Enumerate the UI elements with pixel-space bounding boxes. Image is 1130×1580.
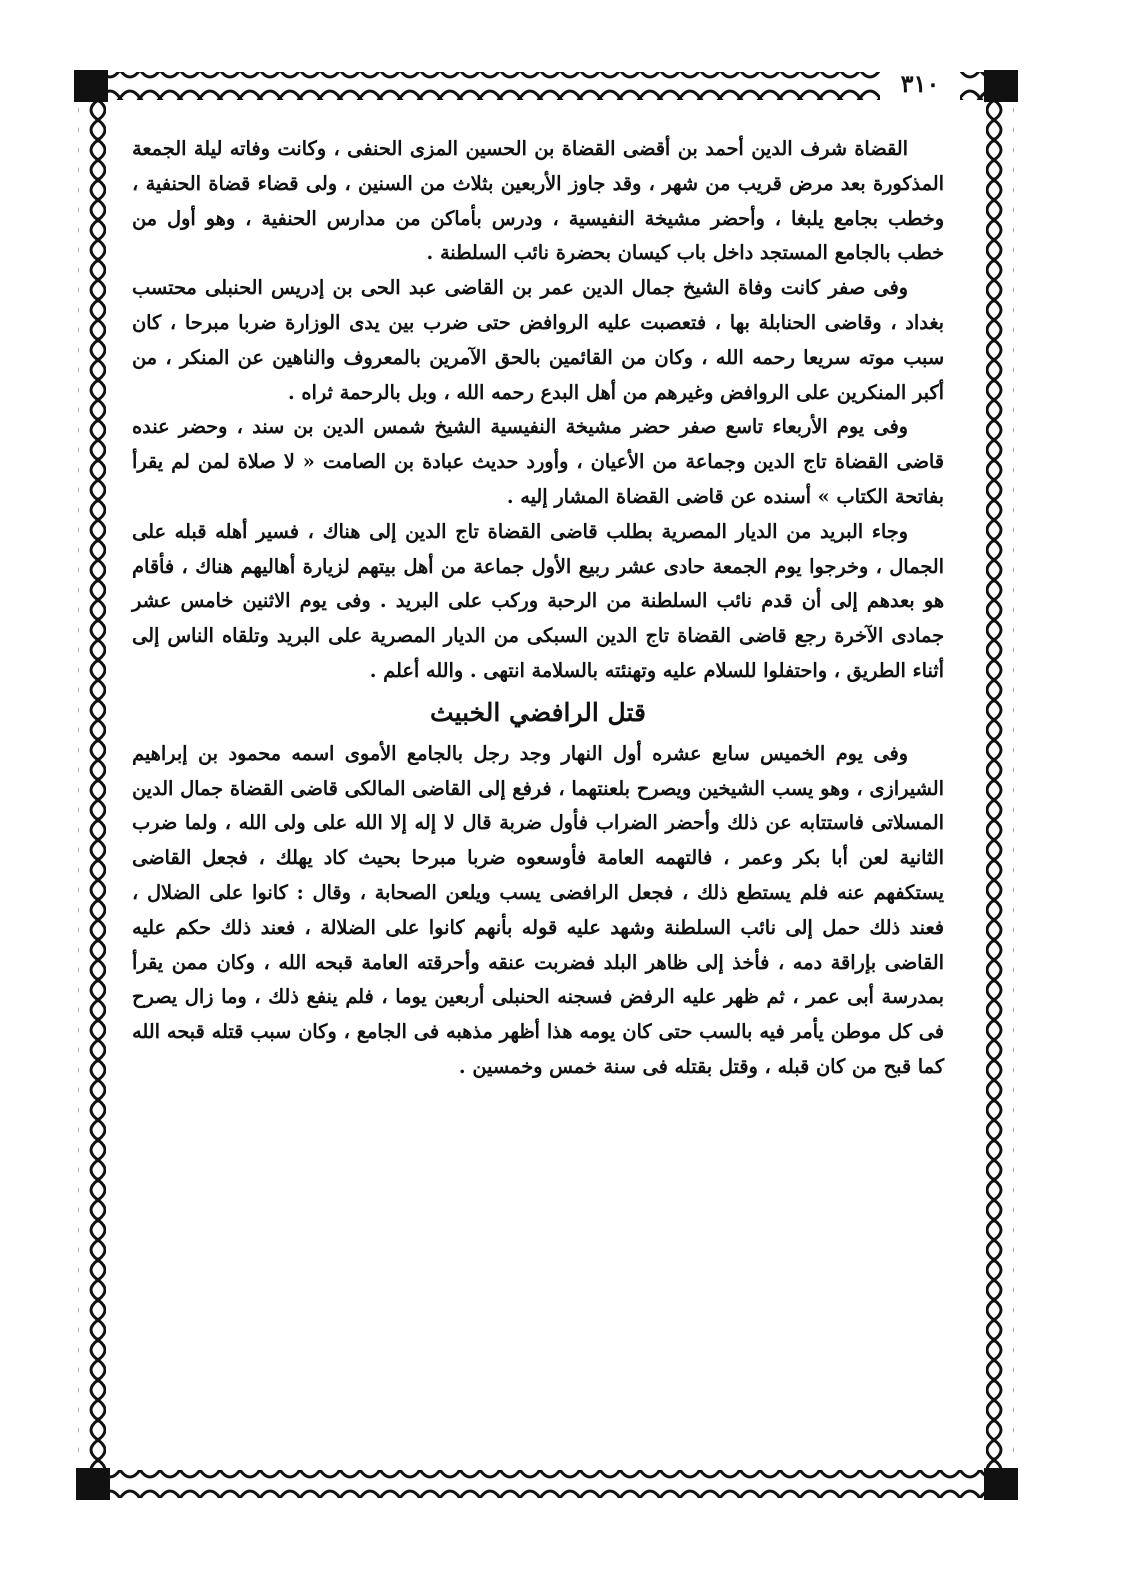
section-title: قتل الرافضي الخبيث [430,697,646,727]
paragraph: وفى يوم الأربعاء تاسع صفر حضر مشيخة النفيسية الشيخ شمس الدين بن سند ، وحضر عنده قاضى القضاة تاج الدين وجماعة من الأعيان ، وأورد حديث عبادة بن الصامت « لا صلاة لمن لم يقرأ بفاتحة الكتاب » أسنده عن قاضى القضاة المشار إليه . [132,415,944,508]
page-number: ٣١٠ [880,66,960,102]
paragraph: وفى صفر كانت وفاة الشيخ جمال الدين عمر بن القاضى عبد الحى بن إدريس الحنبلى محتسب بغداد ، وقاضى الحنابلة بها ، فتعصبت عليه الروافض حتى ضرب بين يدى الوزارة ضربا مبرحا ، كان سبب موته سريعا رحمه الله ، وكان من القائمين بالحق الآمرين بالمعروف والناهين عن المنكر ، من أكبر المنكرين على الروافض وغيرهم من أهل البدع رحمه الله ، وبل بالرحمة ثراه . [132,276,944,404]
paragraph: القضاة شرف الدين أحمد بن أقضى القضاة بن الحسين المزى الحنفى ، وكانت وفاته ليلة الجمعة المذكورة بعد مرض قريب من شهر ، وقد جاوز الأربعين بثلاث من السنين ، ولى قضاء قضاة الحنفية ، وخطب بجامع يلبغا ، وأحضر مشيخة النفيسية ، ودرس بأماكن من مدارس الحنفية ، وهو أول من خطب بالجامع المستجد داخل باب كيسان بحضرة نائب السلطنة . [132,137,944,265]
paragraph: وجاء البريد من الديار المصرية بطلب قاضى القضاة تاج الدين إلى هناك ، فسير أهله قبله على الجمال ، وخرجوا يوم الجمعة حادى عشر ربيع الأول جماعة من أهل بيتهم لزيارة أهاليهم هناك ، فأقام هو بعدهم إلى أن قدم نائب السلطنة من الرحبة وركب على البريد . وفى يوم الاثنين خامس عشر جمادى الآخرة رجع قاضى القضاة تاج الدين السبكى من الديار المصرية على البريد وتلقاه الناس إلى أثناء الطريق ، واحتفلوا للسلام عليه وتهنئته بالسلامة انتهى . والله أعلم . [132,519,944,682]
page-body [132,132,944,1085]
paragraph: وفى يوم الخميس سابع عشره أول النهار وجد رجل بالجامع الأموى اسمه محمود بن إبراهيم الشيرازى ، وهو يسب الشيخين ويصرح بلعنتهما ، فرفع إلى القاضى المالكى قاضى القضاة جمال الدين المسلاتى فاستتابه عن ذلك وأحضر الضراب فأول ضربة قال لا إله إلا الله على ولى الله ، ولما ضرب الثانية لعن أبا بكر وعمر ، فالتهمه العامة فأوسعوه ضربا مبرحا بحيث كاد يهلك ، فجعل القاضى يستكفهم عنه فلم يستطع ذلك ، فجعل الرافضى يسب ويلعن الصحابة ، وقال : كانوا على الضلال ، فعند ذلك حمل إلى نائب السلطنة وشهد عليه قوله بأنهم كانوا على الضلالة ، فعند ذلك حكم عليه القاضى بإراقة دمه ، فأخذ إلى ظاهر البلد فضربت عنقه وأحرقته العامة قبحه الله ، وكان ممن يقرأ بمدرسة أبى عمر ، ثم ظهر عليه الرفض فسجنه الحنبلى أربعين يوما ، فلم ينفع ذلك ، وما زال يصرح فى كل موطن يأمر فيه بالسب حتى كان يومه هذا أظهر مذهبه فى الجامع ، وكان سبب قتله قبحه الله كما قبح من كان قبله ، وقتل بقتله فى سنة خمس وخمسين . [132,741,944,1078]
